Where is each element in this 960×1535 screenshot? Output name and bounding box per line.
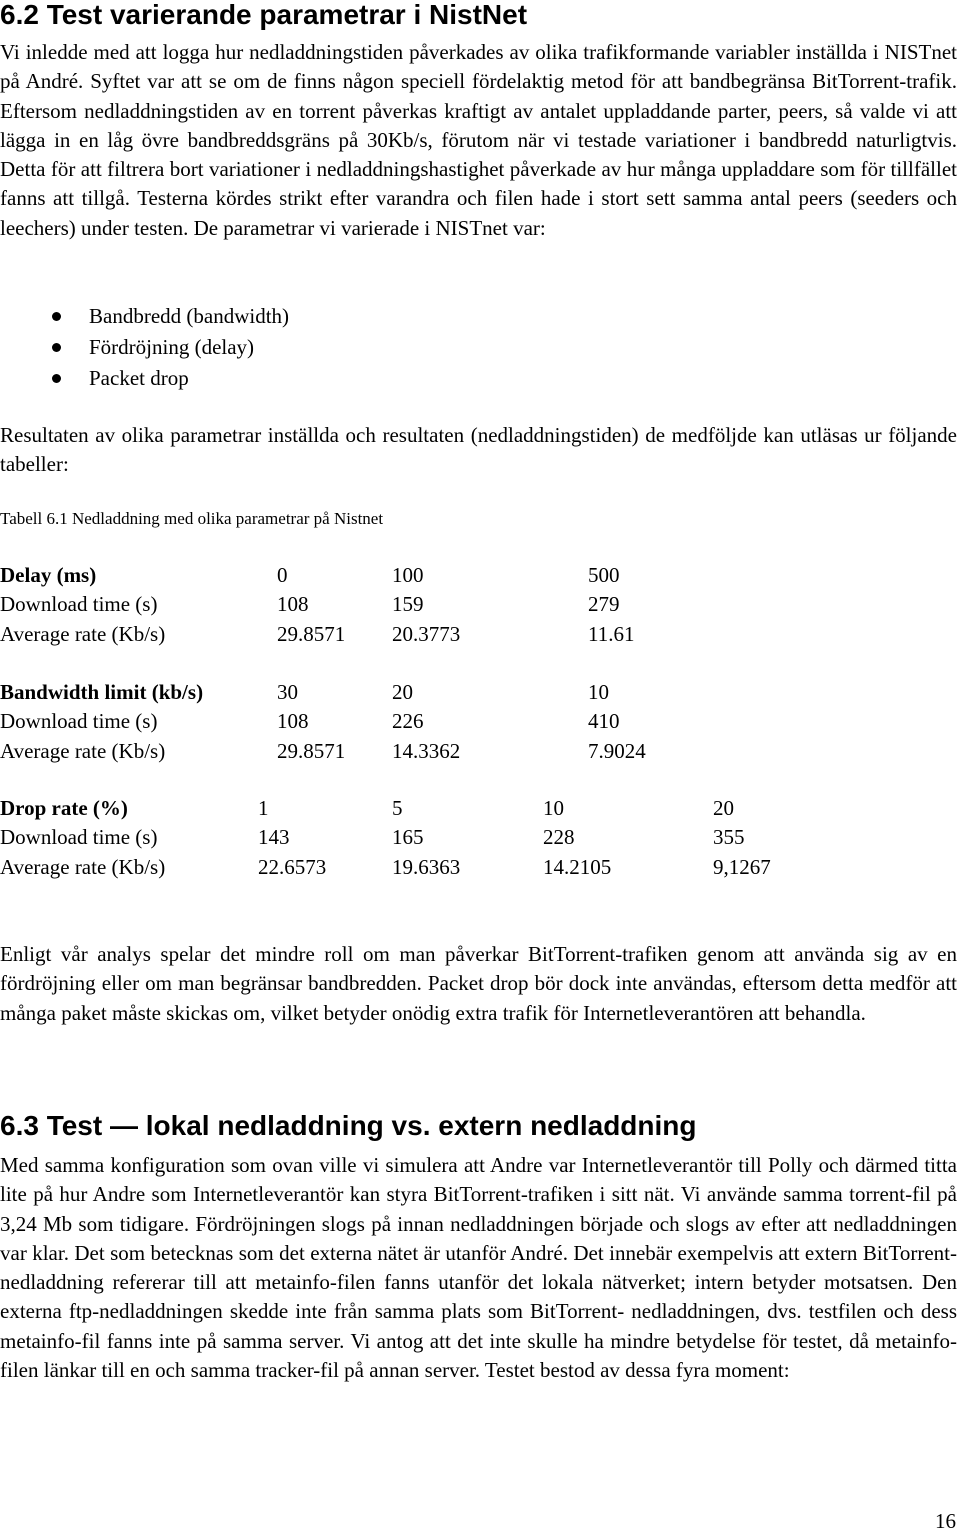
row-label: Download time (s) [0,709,158,734]
table-cell: 11.61 [588,621,635,646]
bandwidth-header: Bandwidth limit (kb/s) [0,680,204,704]
section-6-2-intro: Vi inledde med att logga hur nedladdningstiden påverkades av olika trafikformande variabler inställda i NISTnet på André. Syftet var att se om de finns någon speciell fördelaktig metod för att bandbegränsa BitTorrent-trafik. Eftersom nedladdningstiden av en torrent påverkas kraftigt av antalet uppladdande parter, peers, så valde vi att lägga in en låg övre bandbreddsgräns på 30Kb/s, förutom när vi testade variationer i bandbredd naturligtvis. Detta för att filtrera bort variationer i nedladdningshastighet påverkade av hur många uppladdare som för tillfället fanns att tillgå. Testerna kördes strikt efter varandra och filen hade i stort sett samma antal peers (seeders och leechers) under testen. De parametrar vi varierade i NISTnet var: [0,40,957,240]
table-cell: 5 [392,796,403,820]
bullet-icon [52,343,61,352]
table-row [0,620,960,649]
list-item: Bandbredd (bandwidth) [0,301,289,332]
table-cell: 143 [258,825,290,850]
delay-header: Delay (ms) [0,563,97,587]
list-item: Packet drop [0,363,289,394]
section-6-3-heading: 6.3 Test — lokal nedladdning vs. extern nedladdning [0,1110,697,1141]
table-cell: 20 [392,680,413,704]
table-cell: 7.9024 [588,738,646,763]
table-cell: 20.3773 [392,621,461,646]
bullet-icon [52,374,61,383]
table-cell: 108 [277,709,309,734]
table-caption: Tabell 6.1 Nedladdning med olika parametrar på Nistnet [0,509,384,528]
table-cell: 29.8571 [277,738,346,763]
table-cell: 9,1267 [713,854,771,879]
table-row [0,707,960,736]
table-cell: 22.6573 [258,854,327,879]
table-row [0,823,960,852]
table-cell: 20 [713,796,734,820]
table-cell: 159 [392,592,424,617]
section-6-2-heading: 6.2 Test varierande parametrar i NistNet [0,0,528,30]
table-row [0,561,960,590]
table-row [0,794,960,823]
table-cell: 19.6363 [392,854,461,879]
bandwidth-table [0,678,960,766]
bullet-icon [52,312,61,321]
table-cell: 100 [392,563,424,587]
list-item: Fördröjning (delay) [0,332,289,363]
table-cell: 279 [588,592,620,617]
table-row [0,678,960,707]
table-cell: 410 [588,709,620,734]
table-row [0,590,960,619]
table-cell: 10 [588,680,609,704]
page-number: 16 [935,1509,956,1533]
delay-table [0,561,960,649]
table-cell: 165 [392,825,424,850]
table-cell: 30 [277,680,298,704]
table-cell: 1 [258,796,269,820]
results-intro: Resultaten av olika parametrar inställda och resultaten (nedladdningstiden) de medföljde kan utläsas ur följande tabeller: [0,423,957,477]
table-row [0,853,960,882]
drop-rate-table [0,794,960,882]
table-cell: 226 [392,709,424,734]
row-label: Download time (s) [0,592,158,617]
parameter-list [0,301,289,394]
table-cell: 355 [713,825,745,850]
row-label: Average rate (Kb/s) [0,621,166,646]
table-cell: 29.8571 [277,621,346,646]
drop-rate-header: Drop rate (%) [0,796,128,820]
table-cell: 10 [543,796,564,820]
table-cell: 14.2105 [543,854,612,879]
table-cell: 0 [277,563,288,587]
row-label: Download time (s) [0,825,158,850]
section-6-3-body: Med samma konfiguration som ovan ville vi simulera att Andre var Internetleverantör till Polly och därmed titta lite på hur Andre som Internetleverantör kan styra BitTorrent-trafiken i sitt nät. Vi använde samma torrent-fil på 3,24 Mb som tidigare. Fördröjningen slogs på innan nedladdningen började och slogs av efter att nedladdningen var klar. Det som betecknas som det externa nätet är utanför André. Det innebär exempelvis att extern BitTorrent-nedladdning refererar till att metainfo-filen fanns utanför det lokala nätverket; intern betyder motsatsen. Den externa ftp-nedladdningen skedde inte från samma plats som BitTorrent- nedladdningen, dvs. testfilen och dess metainfo-fil fanns inte på samma server. Vi antog att det inte skulle ha mindre betydelse för testet, då metainfo-filen länkar till en och samma tracker-fil på annan server. Testet bestod av dessa fyra moment: [0,1153,957,1383]
table-cell: 228 [543,825,575,850]
row-label: Average rate (Kb/s) [0,854,166,879]
table-cell: 14.3362 [392,738,461,763]
table-cell: 500 [588,563,620,587]
table-cell: 108 [277,592,309,617]
conclusion-paragraph: Enligt vår analys spelar det mindre roll om man påverkar BitTorrent-trafiken genom att använda sig av en fördröjning eller om man begränsar bandbredden. Packet drop bör dock inte användas, eftersom detta medför att många paket måste skickas om, vilket betyder onödig extra trafik för Internetleverantören att behandla. [0,942,957,1025]
row-label: Average rate (Kb/s) [0,738,166,763]
table-row [0,737,960,766]
